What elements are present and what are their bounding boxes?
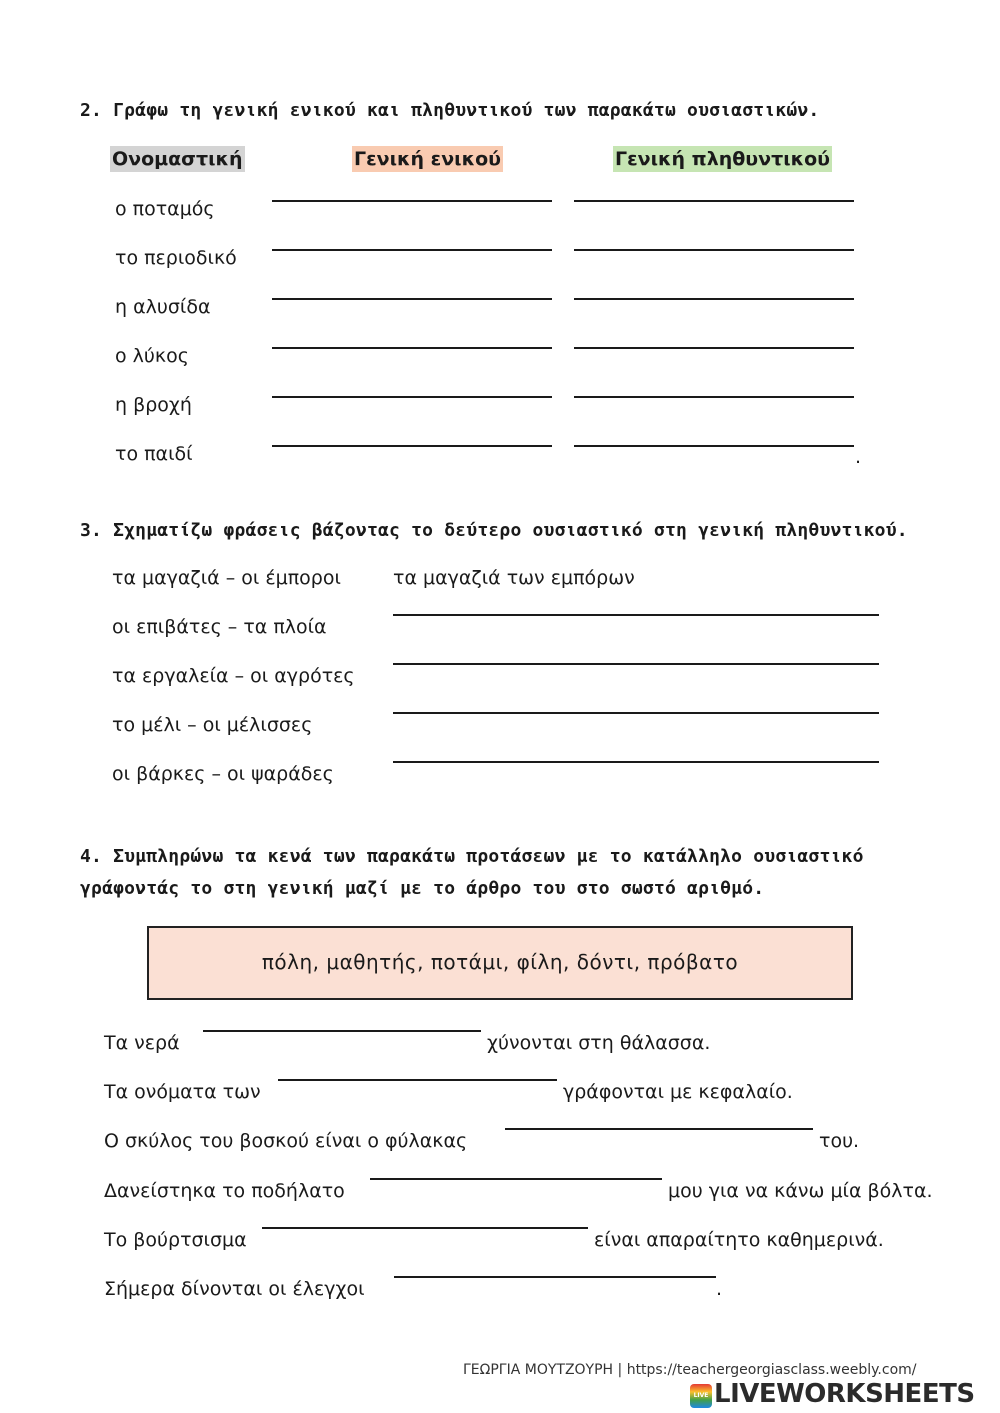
genitive-plural-blank[interactable] (574, 445, 854, 447)
exercise-4-heading-line-2: γράφοντάς το στη γενική μαζί με το άρθρο του στο σωστό αριθμό. (80, 878, 765, 899)
genitive-singular-input[interactable] (272, 298, 552, 320)
sentence-start: Τα ονόματα των (104, 1081, 261, 1103)
phrase-blank[interactable] (393, 712, 879, 714)
sentence-start: Τα νερά (104, 1032, 180, 1054)
sentence-end: . (716, 1278, 723, 1300)
genitive-plural-blank[interactable] (574, 249, 854, 251)
liveworksheets-wordmark: LIVEWORKSHEETS (714, 1379, 975, 1409)
genitive-plural-input[interactable] (574, 298, 854, 320)
genitive-plural-input[interactable] (574, 396, 854, 418)
column-header-genitive-plural: Γενική πληθυντικού (615, 148, 830, 170)
exercise-3-heading: 3. Σχηματίζω φράσεις βάζοντας το δεύτερο ουσιαστικό στη γενική πληθυντικού. (80, 520, 908, 541)
phrase-input[interactable] (393, 663, 879, 685)
genitive-plural-input[interactable] (574, 200, 854, 222)
sentence-start: Ο σκύλος του βοσκού είναι ο φύλακας (104, 1130, 468, 1152)
sentence-start: Δανείστηκα το ποδήλατο (104, 1180, 345, 1202)
genitive-plural-blank[interactable] (574, 200, 854, 202)
example-pair: τα μαγαζιά – οι έμποροι (112, 567, 341, 589)
genitive-singular-blank[interactable] (272, 396, 552, 398)
sentence-blank[interactable] (370, 1178, 662, 1180)
genitive-plural-blank[interactable] (574, 396, 854, 398)
sentence-input[interactable] (262, 1227, 588, 1249)
exercise-4-heading-line-1: 4. Συμπληρώνω τα κενά των παρακάτω προτάσεων με το κατάλληλο ουσιαστικό (80, 846, 864, 867)
genitive-singular-blank[interactable] (272, 200, 552, 202)
sentence-input[interactable] (370, 1178, 662, 1200)
nominative-word: η βροχή (115, 394, 192, 416)
sentence-input[interactable] (278, 1079, 557, 1101)
sentence-input[interactable] (505, 1128, 813, 1150)
genitive-singular-input[interactable] (272, 445, 552, 467)
sentence-input[interactable] (394, 1276, 716, 1298)
genitive-singular-input[interactable] (272, 396, 552, 418)
phrase-blank[interactable] (393, 663, 879, 665)
final-period: . (855, 446, 862, 468)
phrase-input[interactable] (393, 614, 879, 636)
genitive-plural-blank[interactable] (574, 347, 854, 349)
phrase-input[interactable] (393, 712, 879, 734)
genitive-singular-input[interactable] (272, 249, 552, 271)
sentence-start: Το βούρτσισμα (104, 1229, 247, 1251)
sentence-blank[interactable] (203, 1030, 481, 1032)
phrase-blank[interactable] (393, 614, 879, 616)
genitive-plural-blank[interactable] (574, 298, 854, 300)
sentence-start: Σήμερα δίνονται οι έλεγχοι (104, 1278, 365, 1300)
sentence-end: μου για να κάνω μία βόλτα. (668, 1180, 933, 1202)
word-bank-text: πόλη, μαθητής, ποτάμι, φίλη, δόντι, πρόβατο (261, 950, 739, 974)
noun-pair: οι επιβάτες – τα πλοία (112, 616, 327, 638)
nominative-word: το παιδί (115, 443, 193, 465)
noun-pair: το μέλι – οι μέλισσες (112, 714, 313, 736)
genitive-plural-input[interactable] (574, 347, 854, 369)
nominative-word: η αλυσίδα (115, 296, 211, 318)
noun-pair: τα εργαλεία – οι αγρότες (112, 665, 355, 687)
liveworksheets-logo (690, 1379, 990, 1413)
sentence-blank[interactable] (278, 1079, 557, 1081)
phrase-blank[interactable] (393, 761, 879, 763)
sentence-end: του. (819, 1130, 860, 1152)
sentence-end: χύνονται στη θάλασσα. (487, 1032, 711, 1054)
genitive-plural-input[interactable] (574, 445, 854, 467)
nominative-word: το περιοδικό (115, 247, 237, 269)
sentence-input[interactable] (203, 1030, 481, 1052)
nominative-word: ο λύκος (115, 345, 189, 367)
exercise-2-heading: 2. Γράφω τη γενική ενικού και πληθυντικού των παρακάτω ουσιαστικών. (80, 100, 820, 121)
column-header-genitive-singular: Γενική ενικού (354, 148, 501, 170)
genitive-singular-blank[interactable] (272, 249, 552, 251)
sentence-end: είναι απαραίτητο καθημερινά. (594, 1229, 884, 1251)
genitive-singular-blank[interactable] (272, 298, 552, 300)
genitive-singular-input[interactable] (272, 347, 552, 369)
phrase-input[interactable] (393, 761, 879, 783)
genitive-plural-input[interactable] (574, 249, 854, 271)
genitive-singular-blank[interactable] (272, 445, 552, 447)
liveworksheets-badge-icon: LIVE (690, 1384, 712, 1408)
sentence-end: γράφονται με κεφαλαίο. (563, 1081, 793, 1103)
word-bank-box (147, 926, 853, 1000)
footer-credit: ΓΕΩΡΓΙΑ ΜΟΥΤΖΟΥΡΗ | https://teachergeorgiasclass.weebly.com/ (463, 1362, 917, 1378)
column-header-nominative: Ονομαστική (112, 148, 243, 170)
sentence-blank[interactable] (394, 1276, 716, 1278)
genitive-singular-input[interactable] (272, 200, 552, 222)
sentence-blank[interactable] (262, 1227, 588, 1229)
sentence-blank[interactable] (505, 1128, 813, 1130)
example-answer: τα μαγαζιά των εμπόρων (393, 567, 635, 589)
noun-pair: οι βάρκες – οι ψαράδες (112, 763, 334, 785)
nominative-word: ο ποταμός (115, 198, 215, 220)
genitive-singular-blank[interactable] (272, 347, 552, 349)
